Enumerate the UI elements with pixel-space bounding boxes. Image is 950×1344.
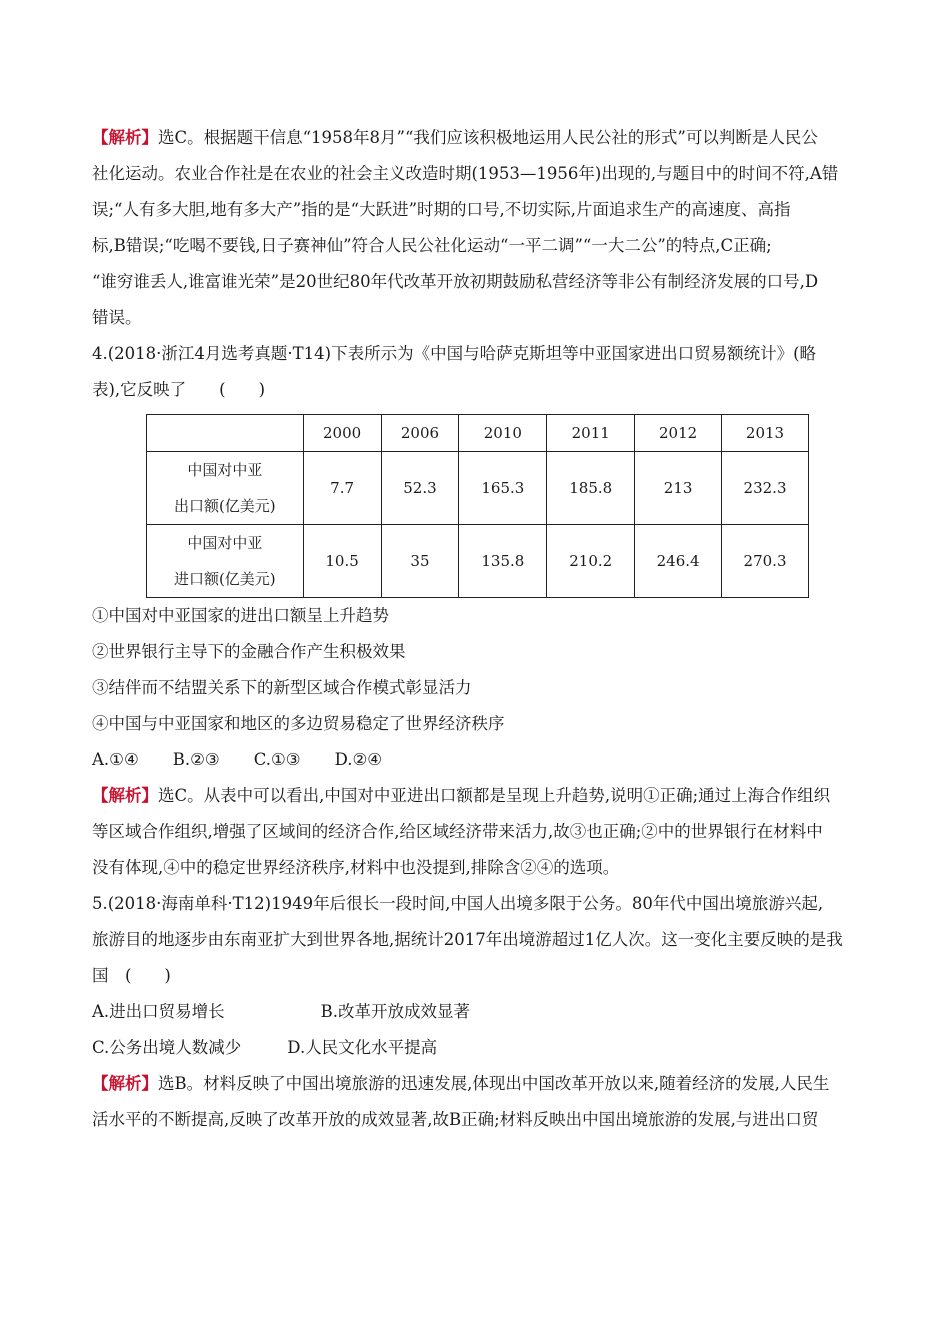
table-cell: 35 xyxy=(381,525,459,598)
table-cell: 7.7 xyxy=(303,452,381,525)
table-cell: 270.3 xyxy=(722,525,809,598)
statement-item: ②世界银行主导下的金融合作产生积极效果 xyxy=(92,642,406,661)
analysis-text: 错误。 xyxy=(92,308,142,327)
option-d: D.人民文化水平提高 xyxy=(287,1038,438,1057)
analysis-text: 误;“人有多大胆,地有多大产”指的是“大跃进”时期的口号,不切实际,片面追求生产的高速度、高指 xyxy=(92,200,791,219)
analysis-text: 社化运动。农业合作社是在农业的社会主义改造时期(1953—1956年)出现的,与题目中的时间不符,A错 xyxy=(92,164,839,183)
statement-item: ③结伴而不结盟关系下的新型区域合作模式彰显活力 xyxy=(92,678,472,697)
table-cell: 210.2 xyxy=(547,525,635,598)
question-stem: 5.(2018·海南单科·T12)1949年后很长一段时间,中国人出境多限于公务。80年代中国出境旅游兴起, xyxy=(92,894,824,913)
year-header: 2011 xyxy=(547,415,635,452)
analysis-text: 没有体现,④中的稳定世界经济秩序,材料中也没提到,排除含②④的选项。 xyxy=(92,858,620,877)
trade-table-wrapper xyxy=(146,414,860,598)
year-header: 2006 xyxy=(381,415,459,452)
analysis-tag: 【解析】 xyxy=(92,128,158,147)
statement-item: ①中国对中亚国家的进出口额呈上升趋势 xyxy=(92,606,389,625)
question-stem: 国 ( ) xyxy=(92,966,171,985)
row-label: 中国对中亚 进口额(亿美元) xyxy=(147,525,304,598)
table-header-row xyxy=(147,415,809,452)
trade-table xyxy=(146,414,809,598)
analysis-text: 选B。材料反映了中国出境旅游的迅速发展,体现出中国改革开放以来,随着经济的发展,人民生 xyxy=(158,1074,830,1093)
analysis-text: 等区域合作组织,增强了区域间的经济合作,给区域经济带来活力,故③也正确;②中的世界银行在材料中 xyxy=(92,822,823,841)
analysis-text: 标,B错误;“吃喝不要钱,日子赛神仙”符合人民公社化运动“一平二调”“一大二公”的特点,C正确; xyxy=(92,236,772,255)
year-header: 2010 xyxy=(459,415,547,452)
analysis-text: 选C。根据题干信息“1958年8月”“我们应该积极地运用人民公社的形式”可以判断是人民公 xyxy=(158,128,818,147)
table-cell: 246.4 xyxy=(635,525,722,598)
table-cell: 52.3 xyxy=(381,452,459,525)
analysis-tag: 【解析】 xyxy=(92,1074,158,1093)
option-b: B.②③ xyxy=(172,750,220,769)
option-a: A.①④ xyxy=(92,750,139,769)
table-cell: 10.5 xyxy=(303,525,381,598)
table-row xyxy=(147,452,809,525)
statement-item: ④中国与中亚国家和地区的多边贸易稳定了世界经济秩序 xyxy=(92,714,505,733)
table-cell: 232.3 xyxy=(722,452,809,525)
year-header: 2013 xyxy=(722,415,809,452)
question-4 xyxy=(92,336,860,886)
table-cell: 135.8 xyxy=(459,525,547,598)
option-a: A.进出口贸易增长 xyxy=(92,1002,225,1021)
table-cell: 213 xyxy=(635,452,722,525)
question-stem: 表),它反映了 ( ) xyxy=(92,380,266,399)
analysis-text: “谁穷谁丢人,谁富谁光荣”是20世纪80年代改革开放初期鼓励私营经济等非公有制经济发展的口号,D xyxy=(92,272,819,291)
analysis-text: 选C。从表中可以看出,中国对中亚进出口额都是呈现上升趋势,说明①正确;通过上海合作组织 xyxy=(158,786,831,805)
document-page xyxy=(92,120,860,1138)
option-c: C.公务出境人数减少 xyxy=(92,1038,242,1057)
question-stem: 旅游目的地逐步由东南亚扩大到世界各地,据统计2017年出境游超过1亿人次。这一变化主要反映的是我 xyxy=(92,930,843,949)
analysis-tag: 【解析】 xyxy=(92,786,158,805)
option-b: B.改革开放成效显著 xyxy=(320,1002,471,1021)
table-cell: 185.8 xyxy=(547,452,635,525)
analysis-text: 活水平的不断提高,反映了改革开放的成效显著,故B正确;材料反映出中国出境旅游的发展,与进出口贸 xyxy=(92,1110,819,1129)
answer-options xyxy=(92,1030,860,1066)
table-corner-cell xyxy=(147,415,304,452)
answer-options xyxy=(92,742,860,778)
table-row xyxy=(147,525,809,598)
year-header: 2000 xyxy=(303,415,381,452)
table-cell: 165.3 xyxy=(459,452,547,525)
question-stem: 4.(2018·浙江4月选考真题·T14)下表所示为《中国与哈萨克斯坦等中亚国家进出口贸易额统计》(略 xyxy=(92,344,817,363)
year-header: 2012 xyxy=(635,415,722,452)
answer-options xyxy=(92,994,860,1030)
row-label: 中国对中亚 出口额(亿美元) xyxy=(147,452,304,525)
option-d: D.②④ xyxy=(334,750,383,769)
question-5 xyxy=(92,886,860,1138)
option-c: C.①③ xyxy=(253,750,301,769)
q3-analysis xyxy=(92,120,860,336)
